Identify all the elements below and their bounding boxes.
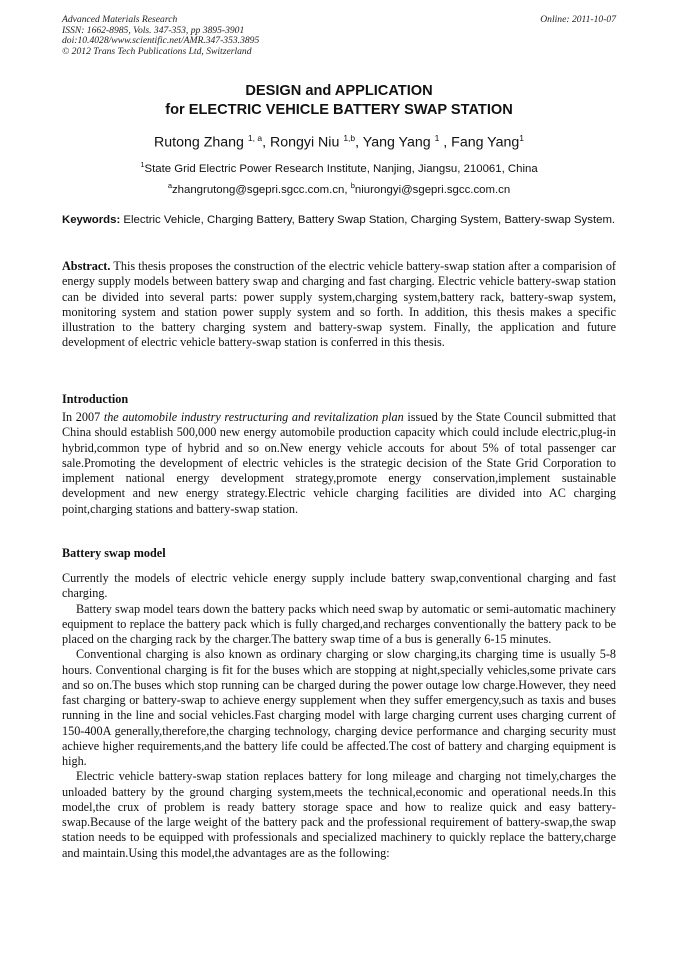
keywords-text: Electric Vehicle, Charging Battery, Battery Swap Station, Charging System, Battery-swap System. (123, 214, 616, 226)
author-affil-mark: 1, a (247, 133, 263, 143)
keywords (62, 213, 616, 228)
affiliation-text: State Grid Electric Power Research Institute, Nanjing, Jiangsu, 210061, China (144, 162, 538, 175)
author-affil-mark: 1 (519, 133, 524, 143)
paragraph: In 2007 the automobile industry restructuring and revitalization plan issued by the State Council submitted that China should establish 500,000 new energy automobile production capacity which could include electric,plug-in hybrid,common type of hybrid and so on.New energy vehicle accouts for about 5% of total passenger car sale.Promoting the development of electric vehicles is the strategic decision of the State Grid Corporation to implement national energy development strategy,promote energy conservation,implement sustainable development and new energy strategy.Electric vehicle charging facilities are divided into AC charging point,charging stations and battery-swap station. (62, 410, 617, 516)
journal-header (62, 15, 616, 57)
title-line-1: DESIGN and APPLICATION (245, 83, 433, 99)
paper-title (0, 82, 678, 120)
author-name: Rutong Zhang (154, 134, 244, 151)
author-emails: $^a$zhangrutong@sgepri.sgcc.com.cn, $^b$niurongyi@sgepri.sgcc.com.cn (167, 181, 511, 196)
copyright-line: © 2012 Trans Tech Publications Ltd, Switzerland (62, 45, 252, 57)
abstract-text: This thesis proposes the construction of the electric vehicle battery-swap station after a comparision of energy supply models between battery swap and charging and fast charging. Electric vehicle battery-swap station can be divided into several parts: power supply system,charging system,battery rack, battery-swap system, monitoring system and station power supply system and so forth. In addition, this thesis makes a specific illustration to the battery charging system and battery-swap system. Finally, the application and future development of electric vehicle battery-swap station is conferred in this thesis. (62, 259, 616, 350)
author-name: Rongyi Niu (269, 134, 340, 151)
section-heading-battery-swap: Battery swap model (62, 546, 166, 560)
journal-name: Advanced Materials Research (62, 14, 178, 25)
email-mark: a (167, 181, 172, 190)
title-line-2: for ELECTRIC VEHICLE BATTERY SWAP STATION (165, 102, 513, 118)
issn-line: ISSN: 1662-8985, Vols. 347-353, pp 3895-3901 (62, 24, 245, 36)
paragraph: Conventional charging is also known as ordinary charging or slow charging,its charging time is usually 5-8 hours. Conventional charging is fit for the buses which are stopping at night,specially vehicles,some private cars and so on.The buses which stop running can be charged during the power outage low charge.However, they need fast charging or battery-swap to achieve energy supplement when they suffer emergency,such as taxis and buses running in the line and social vehicles.Fast charging model with large charging current uses charging current of 150-400A generally,therefore,the charging technology, charging device performance and charging security must achieve higher requirements,and the battery life could be affected.The cost of battery and charging equipment is high. (62, 647, 616, 768)
doi-line: doi:10.4028/www.scientific.net/AMR.347-353.3895 (62, 35, 260, 47)
paragraph: Electric vehicle battery-swap station replaces battery for long mileage and charging not timely,charges the unloaded battery by the ground charging system,meets the technical,economic and operational needs.In this model,the crux of problem is ready battery storage space and how to realize quick and easy battery-swap.Because of the large weight of the battery pack and the professional requirement of battery-swap,the swap station needs to be equipped with professionals and specialized machinery to quickly replace the battery,charge and maintain.Using this model,the advantages are as the following: (62, 769, 616, 860)
keywords-label: Keywords: (62, 214, 121, 226)
section-heading-introduction: Introduction (62, 392, 129, 406)
affiliation (0, 158, 678, 176)
author-name: Fang Yang (451, 134, 520, 151)
battery-swap-body (62, 571, 616, 861)
abstract (62, 259, 616, 351)
author-affil-mark: 1 (434, 133, 440, 143)
author-affil-mark: 1,b (343, 133, 356, 143)
plan-title: the automobile industry restructuring and revitalization plan (103, 410, 404, 424)
author-list: Rutong Zhang $^{1, a}$, Rongyi Niu $^{1,b}$, Yang Yang $^1$ , Fang Yang$^1$ (154, 133, 524, 151)
paragraph: Battery swap model tears down the battery packs which need swap by automatic or semi-automatic machinery equipment to replace the battery pack which is fully charged,and recharges conventionally the battery pack to be placed on the charging rack by the charger.The battery swap time of a bus is generally 6-15 minutes. (62, 601, 616, 646)
abstract-label: Abstract. (62, 259, 111, 273)
paragraph: Currently the models of electric vehicle energy supply include battery swap,conventional charging and fast charging. (62, 571, 616, 601)
author-name: Yang Yang (362, 134, 431, 151)
introduction-body (62, 410, 616, 517)
online-date: Online: 2011-10-07 (540, 14, 616, 25)
email-mark: b (350, 181, 355, 190)
affiliation-mark: 1 (140, 160, 145, 169)
email-link[interactable]: zhangrutong@sgepri.sgcc.com.cn (171, 183, 345, 196)
email-link[interactable]: niurongyi@sgepri.sgcc.com.cn (354, 183, 511, 196)
